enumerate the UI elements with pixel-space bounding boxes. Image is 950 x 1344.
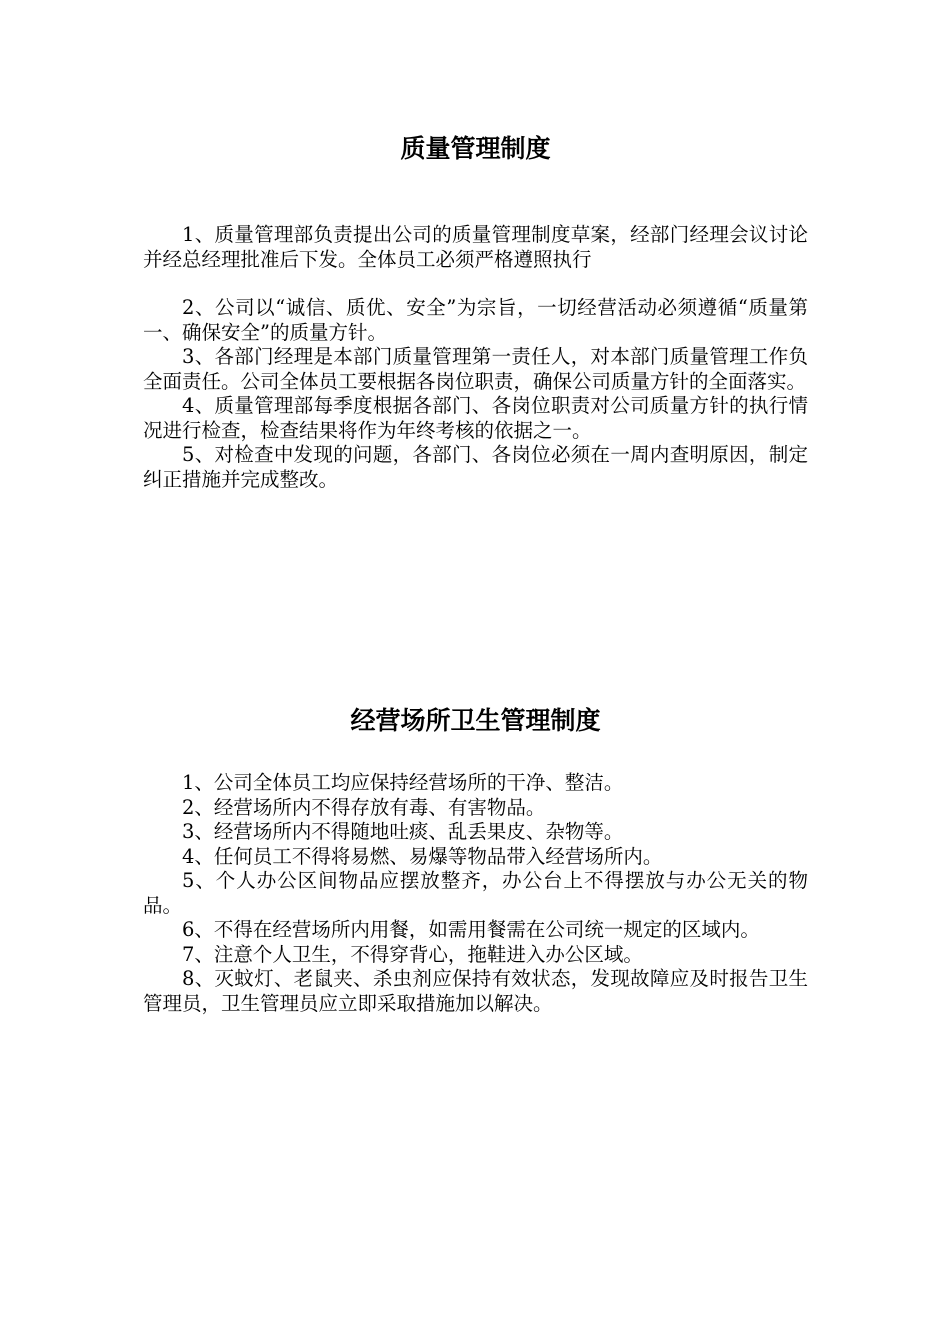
section-title: 经营场所卫生管理制度: [350, 706, 601, 735]
section-title: 质量管理制度: [400, 134, 551, 163]
paragraph: 4、质量管理部每季度根据各部门、各岗位职责对公司质量方针的执行情况进行检查，检查结果将作为年终考核的依据之一。: [143, 394, 808, 442]
paragraph: 3、经营场所内不得随地吐痰、乱丢果皮、杂物等。: [182, 820, 624, 843]
paragraph: 5、对检查中发现的问题，各部门、各岗位必须在一周内查明原因，制定纠正措施并完成整改。: [143, 443, 808, 491]
paragraph: 7、注意个人卫生，不得穿背心，拖鞋进入办公区域。: [182, 942, 643, 966]
paragraph: 8、灭蚊灯、老鼠夹、杀虫剂应保持有效状态，发现故障应及时报告卫生管理员，卫生管理员应立即采取措施加以解决。: [143, 967, 808, 1015]
paragraph: 3、各部门经理是本部门质量管理第一责任人，对本部门质量管理工作负全面责任。公司全体员工要根据各岗位职责，确保公司质量方针的全面落实。: [143, 345, 808, 393]
paragraph: 6、不得在经营场所内用餐，如需用餐需在公司统一规定的区域内。: [182, 918, 760, 941]
hygiene-management-section: [143, 705, 808, 1016]
paragraph: 2、公司以“诚信、质优、安全”为宗旨，一切经营活动必须遵循“质量第一、确保安全”的质量方针。: [143, 296, 808, 344]
paragraph: 5、个人办公区间物品应摆放整齐，办公台上不得摆放与办公无关的物品。: [143, 869, 808, 917]
paragraph: 2、经营场所内不得存放有毒、有害物品。: [182, 795, 546, 819]
paragraph: 1、质量管理部负责提出公司的质量管理制度草案，经部门经理会议讨论并经总经理批准后下发。全体员工必须严格遵照执行: [143, 223, 808, 271]
paragraph: 1、公司全体员工均应保持经营场所的干净、整洁。: [182, 771, 624, 794]
paragraph: 4、任何员工不得将易燃、易爆等物品带入经营场所内。: [182, 844, 663, 868]
quality-management-section: [143, 133, 808, 492]
